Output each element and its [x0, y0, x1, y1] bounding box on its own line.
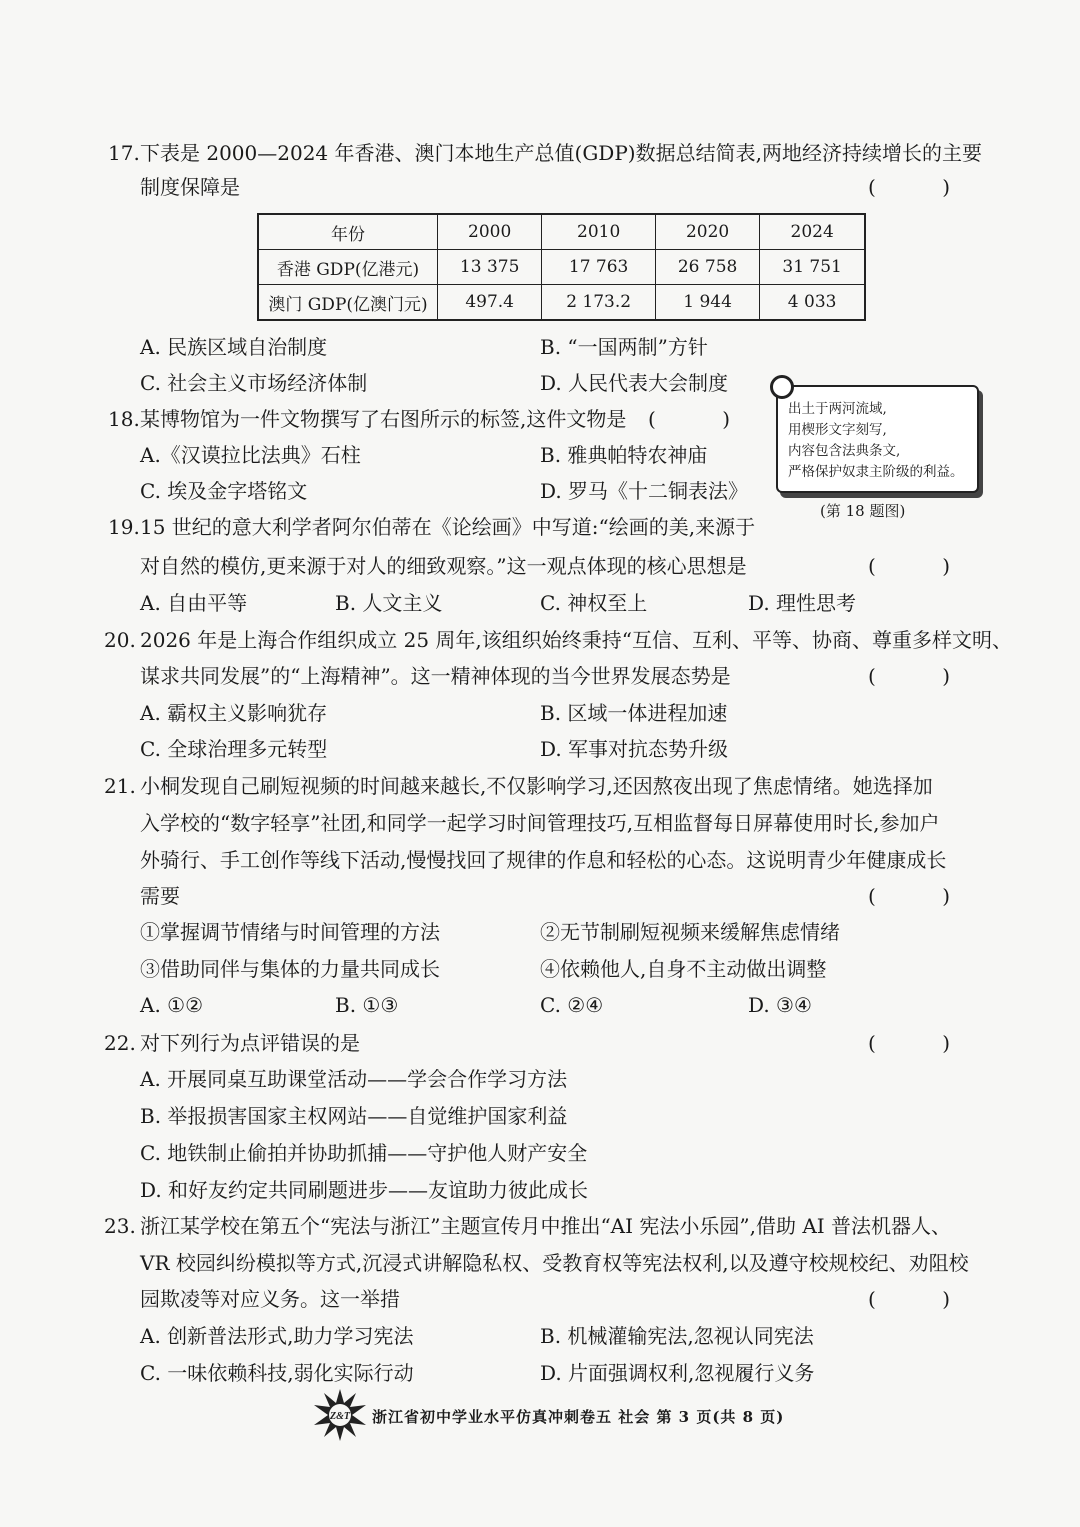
q17-text-line1: 下表是 2000—2024 年香港、澳门本地生产总值(GDP)数据总结简表,两地经济持续增长的主要: [140, 141, 982, 165]
q23-text-line3: 园欺凌等对应义务。这一举措: [140, 1287, 400, 1311]
q20-text-line2: 谋求共同发展”的“上海精神”。这一精神体现的当今世界发展态势是: [140, 664, 731, 688]
q17-option-a[interactable]: A. 民族区域自治制度: [140, 335, 328, 359]
q22-option-b[interactable]: B. 举报损害国家主权网站——自觉维护国家利益: [140, 1104, 568, 1128]
q21-option-d[interactable]: D. ③④: [748, 993, 812, 1017]
q23-text-line1: 浙江某学校在第五个“宪法与浙江”主题宣传月中推出“AI 宪法小乐园”,借助 AI 普法机器人、: [140, 1214, 952, 1238]
table-header-cell: 2010: [542, 214, 656, 250]
q20-option-a[interactable]: A. 霸权主义影响犹存: [140, 701, 328, 725]
label-line: 用楔形文字刻写,: [788, 422, 887, 438]
q22-number: 22.: [104, 1031, 136, 1055]
q23-option-a[interactable]: A. 创新普法形式,助力学习宪法: [140, 1324, 414, 1348]
q21-text-line4: 需要: [140, 884, 180, 908]
q21-option-b[interactable]: B. ①③: [335, 993, 399, 1017]
artifact-label-card: [776, 385, 979, 493]
q17-option-c[interactable]: C. 社会主义市场经济体制: [140, 371, 368, 395]
pin-icon: [770, 375, 794, 399]
q19-number: 19.: [108, 515, 140, 539]
q19-option-b[interactable]: B. 人文主义: [335, 591, 443, 615]
q23-text-line2: VR 校园纠纷模拟等方式,沉浸式讲解隐私权、受教育权等宪法权利,以及遵守校规校纪、劝阻校: [140, 1251, 969, 1275]
table-row: [258, 285, 865, 321]
q20-text-line1: 2026 年是上海合作组织成立 25 周年,该组织始终秉持“互信、互利、平等、协商、尊重多样文明、: [140, 628, 1013, 652]
q19-option-d[interactable]: D. 理性思考: [748, 591, 857, 615]
q22-answer-paren: ( ): [868, 1031, 980, 1055]
q20-option-b[interactable]: B. 区域一体进程加速: [540, 701, 728, 725]
q21-text-line3: 外骑行、手工创作等线下活动,慢慢找回了规律的作息和轻松的心态。这说明青少年健康成长: [140, 848, 947, 872]
q21-option-c[interactable]: C. ②④: [540, 993, 604, 1017]
q22-text-line1: 对下列行为点评错误的是: [140, 1031, 360, 1055]
q19-answer-paren: ( ): [868, 554, 980, 578]
table-header-cell: 2020: [655, 214, 759, 250]
table-row: [258, 250, 865, 285]
q21-statement-3: ③借助同伴与集体的力量共同成长: [140, 957, 440, 981]
q19-option-c[interactable]: C. 神权至上: [540, 591, 648, 615]
q18-option-d[interactable]: D. 罗马《十二铜表法》: [540, 479, 749, 503]
q20-option-d[interactable]: D. 军事对抗态势升级: [540, 737, 729, 761]
logo-text: Z&T: [330, 1411, 350, 1422]
table-cell: 13 375: [438, 250, 542, 285]
table-cell: 17 763: [542, 250, 656, 285]
q17-option-d[interactable]: D. 人民代表大会制度: [540, 371, 729, 395]
table-header-row: [258, 214, 865, 250]
table-header-cell: 2024: [760, 214, 865, 250]
table-cell: 497.4: [438, 285, 542, 321]
q20-answer-paren: ( ): [868, 664, 980, 688]
table-header-cell: 年份: [258, 214, 438, 250]
publisher-logo-icon: [310, 1385, 370, 1445]
q23-option-c[interactable]: C. 一味依赖科技,弱化实际行动: [140, 1361, 414, 1385]
q21-statement-4: ④依赖他人,自身不主动做出调整: [540, 957, 827, 981]
q19-text-line1: 15 世纪的意大利学者阿尔伯蒂在《论绘画》中写道:“绘画的美,来源于: [140, 515, 756, 539]
q18-option-c[interactable]: C. 埃及金字塔铭文: [140, 479, 308, 503]
q21-option-a[interactable]: A. ①②: [140, 993, 204, 1017]
q23-option-b[interactable]: B. 机械灌输宪法,忽视认同宪法: [540, 1324, 814, 1348]
table-header-cell: 2000: [438, 214, 542, 250]
q23-option-d[interactable]: D. 片面强调权利,忽视履行义务: [540, 1361, 815, 1385]
q21-text-line1: 小桐发现自己刷短视频的时间越来越长,不仅影响学习,还因熬夜出现了焦虑情绪。她选择加: [140, 774, 933, 798]
table-cell: 香港 GDP(亿港元): [258, 250, 438, 285]
gdp-table: [257, 213, 866, 321]
q23-answer-paren: ( ): [868, 1287, 980, 1311]
figure-caption: (第 18 题图): [820, 502, 906, 520]
q18-number: 18.: [108, 407, 140, 431]
q18-option-a[interactable]: A.《汉谟拉比法典》石柱: [140, 443, 361, 467]
q21-statement-2: ②无节制刷短视频来缓解焦虑情绪: [540, 920, 840, 944]
q21-statement-1: ①掌握调节情绪与时间管理的方法: [140, 920, 440, 944]
q21-answer-paren: ( ): [868, 884, 980, 908]
q17-option-b[interactable]: B. “一国两制”方针: [540, 335, 708, 359]
q19-text-line2: 对自然的模仿,更来源于对人的细致观察。”这一观点体现的核心思想是: [140, 554, 747, 578]
table-cell: 2 173.2: [542, 285, 656, 321]
q22-option-a[interactable]: A. 开展同桌互助课堂活动——学会合作学习方法: [140, 1067, 568, 1091]
q18-option-b[interactable]: B. 雅典帕特农神庙: [540, 443, 708, 467]
table-cell: 澳门 GDP(亿澳门元): [258, 285, 438, 321]
q17-text-line2: 制度保障是: [140, 175, 240, 199]
table-cell: 26 758: [655, 250, 759, 285]
q20-number: 20.: [104, 628, 136, 652]
q22-option-c[interactable]: C. 地铁制止偷拍并协助抓捕——守护他人财产安全: [140, 1141, 588, 1165]
q17-answer-paren: ( ): [868, 175, 980, 199]
label-line: 出土于两河流域,: [788, 401, 887, 417]
q23-number: 23.: [104, 1214, 136, 1238]
q21-text-line2: 入学校的“数字轻享”社团,和同学一起学习时间管理技巧,互相监督每日屏幕使用时长,参加户: [140, 811, 940, 835]
table-cell: 1 944: [655, 285, 759, 321]
q18-text-line1: 某博物馆为一件文物撰写了右图所示的标签,这件文物是: [140, 407, 627, 431]
q17-number: 17.: [108, 141, 140, 165]
page-footer: 浙江省初中学业水平仿真冲刺卷五 社会 第 3 页(共 8 页): [372, 1408, 785, 1426]
q18-answer-paren: ( ): [648, 407, 760, 431]
q21-number: 21.: [104, 774, 136, 798]
label-line: 内容包含法典条文,: [788, 443, 901, 459]
q20-option-c[interactable]: C. 全球治理多元转型: [140, 737, 328, 761]
q22-option-d[interactable]: D. 和好友约定共同刷题进步——友谊助力彼此成长: [140, 1178, 589, 1202]
table-cell: 4 033: [760, 285, 865, 321]
q19-option-a[interactable]: A. 自由平等: [140, 591, 248, 615]
table-cell: 31 751: [760, 250, 865, 285]
label-line: 严格保护奴隶主阶级的利益。: [788, 464, 964, 480]
